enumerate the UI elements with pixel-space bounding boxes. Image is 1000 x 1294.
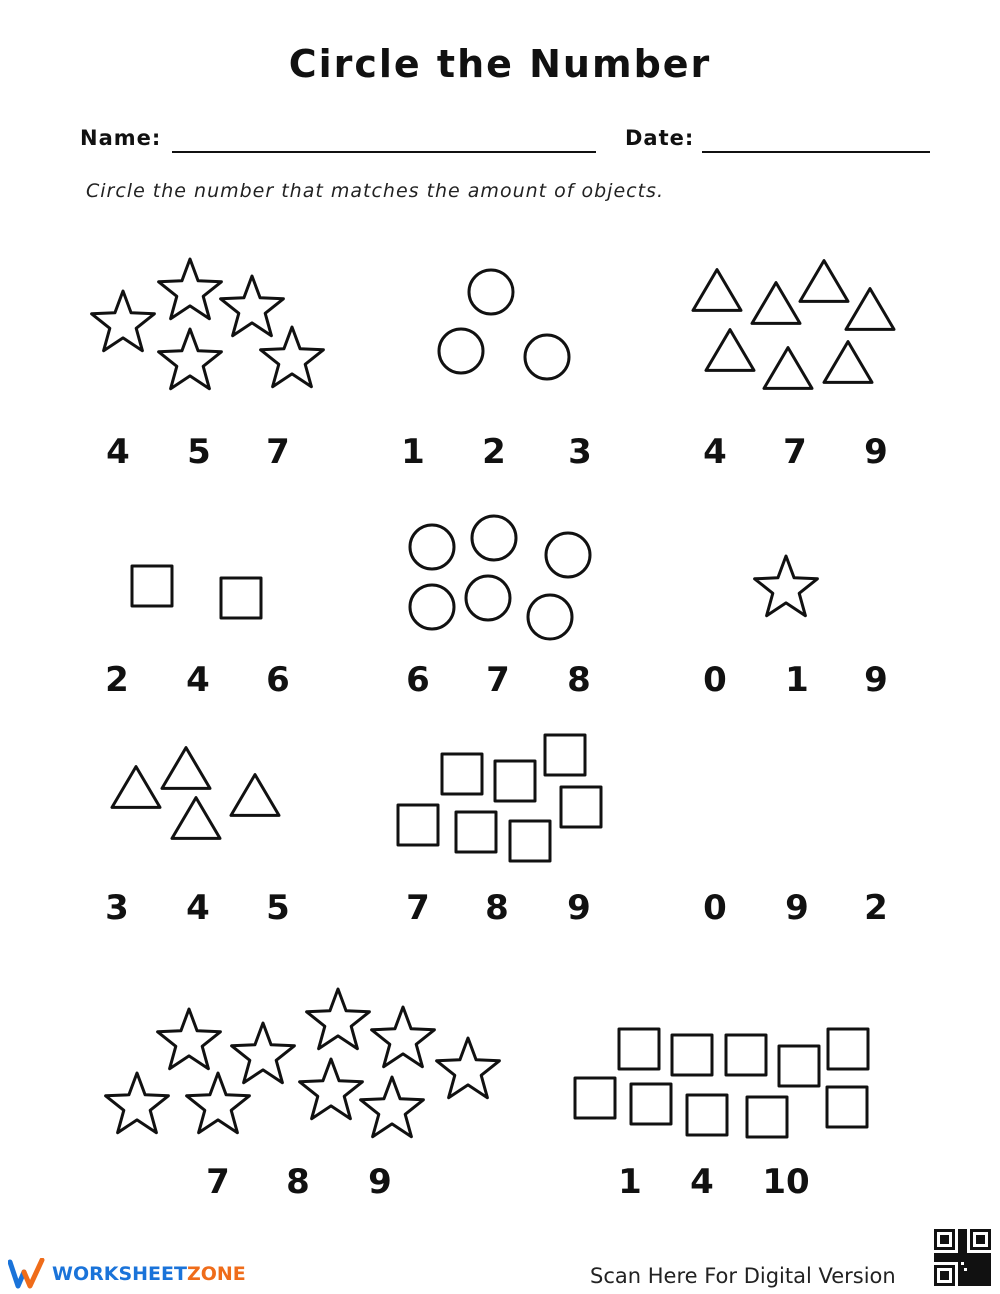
scan-text: Scan Here For Digital Version	[590, 1264, 896, 1288]
star-icon	[232, 1023, 295, 1083]
triangle-icon	[824, 342, 872, 383]
star-icon	[106, 1073, 169, 1133]
answer-option[interactable]: 8	[485, 888, 509, 928]
square-icon	[687, 1095, 727, 1135]
circle-icon	[528, 595, 572, 639]
circle-icon	[410, 525, 454, 569]
brand-name-part2: ZONE	[186, 1263, 246, 1285]
problem-7-objects	[112, 748, 279, 839]
answer-option[interactable]: 5	[266, 888, 290, 928]
square-icon	[575, 1078, 615, 1118]
circle-icon	[439, 329, 483, 373]
answer-option[interactable]: 9	[864, 432, 888, 472]
square-icon	[510, 821, 550, 861]
answer-option[interactable]: 6	[406, 660, 430, 700]
triangle-icon	[112, 767, 160, 808]
circle-icon	[466, 576, 510, 620]
answer-option[interactable]: 0	[703, 660, 727, 700]
square-icon	[779, 1046, 819, 1086]
circle-icon	[410, 585, 454, 629]
square-icon	[442, 754, 482, 794]
problem-11-objects	[575, 1029, 868, 1137]
answer-option[interactable]: 1	[618, 1162, 642, 1202]
triangle-icon	[693, 270, 741, 311]
answer-option[interactable]: 7	[206, 1162, 230, 1202]
answer-option[interactable]: 2	[482, 432, 506, 472]
answer-option[interactable]: 4	[703, 432, 727, 472]
date-label: Date:	[625, 126, 695, 150]
answer-option[interactable]: 7	[266, 432, 290, 472]
answer-option[interactable]: 4	[186, 888, 210, 928]
triangle-icon	[172, 798, 220, 839]
problem-1-objects	[92, 259, 324, 389]
triangle-icon	[846, 289, 894, 330]
triangle-icon	[162, 748, 210, 789]
answer-option[interactable]: 7	[783, 432, 807, 472]
page-title: Circle the Number	[288, 42, 712, 86]
answer-option[interactable]: 9	[567, 888, 591, 928]
answer-option[interactable]: 9	[785, 888, 809, 928]
answer-option[interactable]: 7	[486, 660, 510, 700]
square-icon	[545, 735, 585, 775]
answer-option[interactable]: 0	[703, 888, 727, 928]
square-icon	[828, 1029, 868, 1069]
star-icon	[755, 556, 818, 616]
answer-option[interactable]: 6	[266, 660, 290, 700]
square-icon	[398, 805, 438, 845]
triangle-icon	[231, 775, 279, 816]
answer-option[interactable]: 4	[690, 1162, 714, 1202]
problem-4-objects	[132, 566, 261, 618]
problem-5-objects	[410, 516, 590, 639]
worksheet-zone-logo-icon	[8, 1258, 48, 1290]
square-icon	[456, 812, 496, 852]
problem-10-objects	[106, 989, 500, 1137]
problem-8-objects	[398, 735, 601, 861]
star-icon	[159, 329, 222, 389]
square-icon	[132, 566, 172, 606]
answer-option[interactable]: 3	[105, 888, 129, 928]
triangle-icon	[800, 261, 848, 302]
star-icon	[187, 1073, 250, 1133]
problem-6-objects	[755, 556, 818, 616]
square-icon	[726, 1035, 766, 1075]
answer-option[interactable]: 8	[567, 660, 591, 700]
problem-3-objects	[693, 261, 894, 389]
answer-option[interactable]: 7	[406, 888, 430, 928]
answer-option[interactable]: 4	[106, 432, 130, 472]
answer-option[interactable]: 2	[864, 888, 888, 928]
triangle-icon	[706, 330, 754, 371]
star-icon	[361, 1077, 424, 1137]
answer-option[interactable]: 5	[187, 432, 211, 472]
square-icon	[747, 1097, 787, 1137]
square-icon	[619, 1029, 659, 1069]
square-icon	[672, 1035, 712, 1075]
star-icon	[221, 276, 284, 336]
instructions: Circle the number that matches the amount of objects.	[86, 180, 664, 202]
circle-icon	[546, 533, 590, 577]
square-icon	[631, 1084, 671, 1124]
star-icon	[159, 259, 222, 319]
star-icon	[307, 989, 370, 1049]
answer-option[interactable]: 3	[568, 432, 592, 472]
answer-option[interactable]: 1	[401, 432, 425, 472]
answer-option[interactable]: 9	[368, 1162, 392, 1202]
square-icon	[827, 1087, 867, 1127]
circle-icon	[525, 335, 569, 379]
answer-option[interactable]: 10	[762, 1162, 810, 1202]
brand-name-part1: WORKSHEET	[52, 1263, 187, 1285]
star-icon	[92, 291, 155, 351]
star-icon	[437, 1038, 500, 1098]
answer-option[interactable]: 9	[864, 660, 888, 700]
star-icon	[158, 1009, 221, 1069]
name-label: Name:	[80, 126, 162, 150]
circle-icon	[469, 270, 513, 314]
square-icon	[561, 787, 601, 827]
answer-option[interactable]: 4	[186, 660, 210, 700]
answer-option[interactable]: 2	[105, 660, 129, 700]
qr-code-icon[interactable]	[934, 1229, 992, 1287]
square-icon	[221, 578, 261, 618]
answer-option[interactable]: 1	[785, 660, 809, 700]
triangle-icon	[764, 348, 812, 389]
star-icon	[372, 1007, 435, 1067]
answer-option[interactable]: 8	[286, 1162, 310, 1202]
problem-2-objects	[439, 270, 569, 379]
circle-icon	[472, 516, 516, 560]
star-icon	[300, 1059, 363, 1119]
triangle-icon	[752, 283, 800, 324]
brand-name	[52, 1263, 246, 1285]
square-icon	[495, 761, 535, 801]
